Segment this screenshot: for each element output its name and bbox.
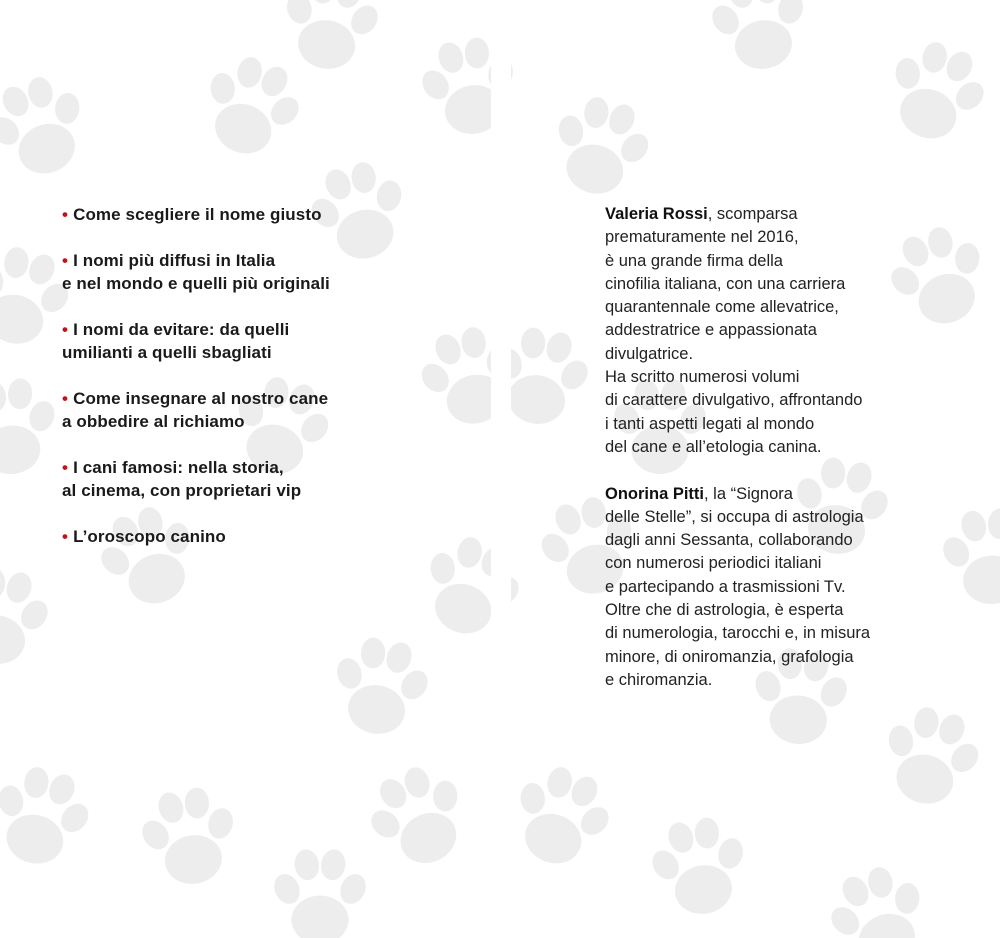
author-name: Onorina Pitti <box>605 484 704 503</box>
bullet-line <box>62 410 330 433</box>
paw-print-icon <box>408 524 536 649</box>
bullet-line <box>62 387 330 410</box>
bullet-item <box>62 203 330 226</box>
bio-valeria-rossi <box>605 203 870 459</box>
paw-print-icon <box>935 504 1000 609</box>
bullet-dot-icon: • <box>62 527 69 546</box>
bullet-line <box>62 341 330 364</box>
paw-print-icon <box>0 64 102 189</box>
bullet-dot-icon: • <box>62 251 69 270</box>
bullet-dot-icon: • <box>62 458 69 477</box>
paw-print-icon <box>641 810 757 922</box>
bullet-text: a obbedire al richiamo <box>62 412 245 431</box>
bullet-dot-icon: • <box>62 320 69 339</box>
bullet-line <box>62 525 330 548</box>
paw-print-icon <box>815 854 943 938</box>
bio-text: , la “Signora delle Stelle”, si occupa di astrologia dagli anni Sessanta, collaborando con numerosi periodici italiani e partecipando a trasmissioni Tv. Oltre che di astrologia, è esperta di numerologia, tarocchi e, in misura minore, di oniromanzia, grafologia e chiromanzia. <box>605 484 871 689</box>
bullet-item <box>62 318 330 364</box>
bio-onorina-pitti <box>605 483 870 693</box>
bullet-item <box>62 525 330 548</box>
author-name: Valeria Rossi <box>605 205 708 223</box>
bullet-text: Come insegnare al nostro cane <box>73 389 329 408</box>
bullet-line <box>62 456 330 479</box>
bullet-dot-icon: • <box>62 205 69 224</box>
bio-text: , scomparsa prematuramente nel 2016, è una grande firma della cinofilia italiana, con una carriera quarantennale come allevatrice, addestratrice e appassionata divulgatrice. Ha scritto numerosi volumi di carattere divulgativo, affrontando i tanti aspetti legati al mondo del cane e all’etologia canina. <box>605 205 863 456</box>
page-gutter <box>491 0 511 938</box>
bullet-text: Come scegliere il nome giusto <box>73 205 322 224</box>
paw-print-icon <box>870 697 992 816</box>
bullet-line <box>62 203 330 226</box>
paw-print-icon <box>498 754 626 879</box>
paw-print-icon <box>0 757 102 876</box>
paw-print-icon <box>270 848 371 938</box>
bullet-line <box>62 272 330 295</box>
bullet-item <box>62 249 330 295</box>
bullet-item <box>62 456 330 502</box>
paw-print-icon <box>0 560 59 672</box>
paw-print-icon <box>188 44 316 169</box>
paw-print-icon <box>352 751 484 881</box>
bullet-line <box>62 479 330 502</box>
paw-print-icon <box>323 630 439 742</box>
paw-print-icon <box>540 87 662 206</box>
paw-print-icon <box>131 780 247 892</box>
paw-print-icon <box>273 0 389 77</box>
paw-print-icon <box>875 214 1000 339</box>
paw-print-icon <box>873 29 1000 154</box>
bullet-line <box>62 249 330 272</box>
bullet-text: I cani famosi: nella storia, <box>73 458 284 477</box>
left-page-bullet-list <box>62 203 330 571</box>
bullet-dot-icon: • <box>62 389 69 408</box>
bullet-text: I nomi più diffusi in Italia <box>73 251 276 270</box>
bullet-text: umilianti a quelli sbagliati <box>62 343 272 362</box>
paw-print-icon <box>701 0 817 77</box>
paw-print-icon <box>0 374 64 479</box>
bullet-item <box>62 387 330 433</box>
bullet-line <box>62 318 330 341</box>
bullet-text: L’oroscopo canino <box>73 527 226 546</box>
right-page-author-bios <box>605 203 870 716</box>
bullet-text: al cinema, con proprietari vip <box>62 481 302 500</box>
bullet-text: e nel mondo e quelli più originali <box>62 274 330 293</box>
bullet-text: I nomi da evitare: da quelli <box>73 320 290 339</box>
